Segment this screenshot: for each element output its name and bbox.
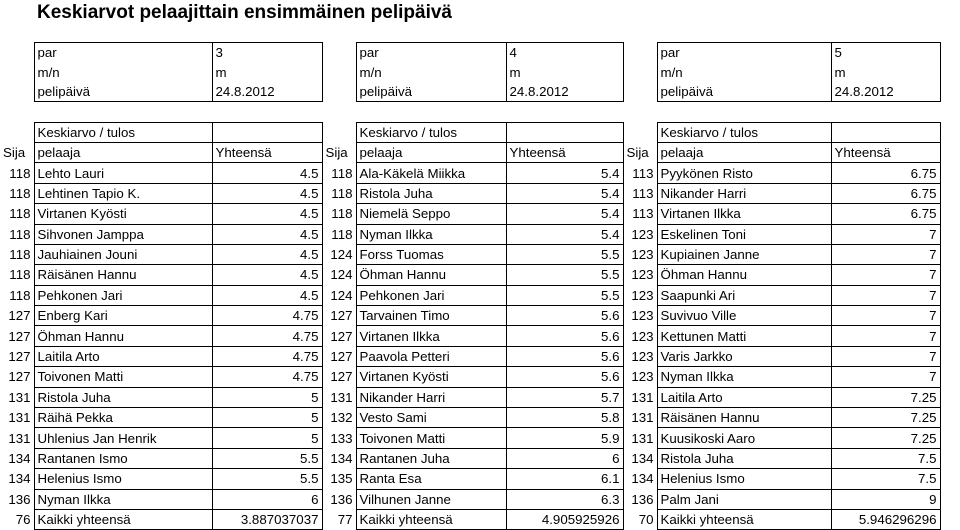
- info-label: pelipäivä: [34, 82, 212, 102]
- header-sija: Sija: [626, 145, 649, 161]
- player-cell: Ala-Käkelä Miikka: [356, 163, 506, 183]
- score-cell: 6.3: [506, 489, 623, 509]
- player-cell: Ristola Juha: [34, 387, 212, 407]
- rank-cell: 127: [330, 349, 353, 365]
- player-cell: Kuusikoski Aaro: [657, 428, 831, 448]
- empty-cell: [506, 102, 623, 122]
- empty-cell: [212, 102, 322, 122]
- rank-cell: 127: [8, 369, 31, 385]
- section-spacer: [623, 122, 657, 142]
- player-cell: Uhlenius Jan Henrik: [34, 428, 212, 448]
- player-cell: Forss Tuomas: [356, 244, 506, 264]
- rank-cell: 118: [331, 206, 353, 222]
- info-spacer: [322, 43, 356, 63]
- player-cell: Öhman Hannu: [657, 265, 831, 285]
- score-cell: 7.5: [831, 469, 940, 489]
- rank-cell: 136: [8, 491, 31, 507]
- rank-cell: 127: [8, 328, 31, 344]
- player-cell: Jauhiainen Jouni: [34, 244, 212, 264]
- player-cell: Niemelä Seppo: [356, 204, 506, 224]
- score-cell: 5: [212, 387, 322, 407]
- info-value: 3: [212, 43, 322, 63]
- info-row: [0, 62, 940, 81]
- rank-cell: 127: [330, 328, 353, 344]
- header-row: [0, 142, 940, 162]
- player-cell: Nyman Ilkka: [657, 367, 831, 387]
- player-cell: Ranta Esa: [356, 469, 506, 489]
- rank-cell: 131: [8, 389, 31, 405]
- score-cell: 7: [831, 224, 940, 244]
- rank-cell: 131: [631, 430, 654, 446]
- score-cell: 5.7: [506, 387, 623, 407]
- header-sija: Sija: [325, 145, 348, 161]
- rank-cell: 133: [330, 430, 353, 446]
- score-cell: 6: [506, 448, 623, 468]
- table-row: [0, 306, 940, 326]
- rank-cell: 124: [330, 267, 353, 283]
- section-blank: [212, 122, 322, 142]
- info-row: [0, 82, 940, 102]
- table-row: [0, 326, 940, 346]
- table-row: [0, 346, 940, 366]
- score-cell: 5.6: [506, 326, 623, 346]
- score-cell: 5.5: [506, 265, 623, 285]
- rank-cell: 136: [330, 491, 353, 507]
- player-cell: Ristola Juha: [356, 183, 506, 203]
- rank-cell: 134: [631, 451, 654, 466]
- table-row: [0, 204, 940, 224]
- score-cell: 5.5: [212, 469, 322, 489]
- rank-cell: 123: [631, 308, 654, 324]
- score-cell: 6.1: [506, 469, 623, 489]
- player-cell: Varis Jarkko: [657, 346, 831, 366]
- score-cell: 4.75: [212, 367, 322, 387]
- info-label: par: [356, 43, 506, 63]
- score-cell: 4.5: [212, 244, 322, 264]
- player-cell: Rantanen Ismo: [34, 448, 212, 468]
- info-label: par: [34, 43, 212, 63]
- rank-cell: 118: [9, 226, 31, 242]
- info-label: pelipäivä: [657, 82, 831, 102]
- info-value: 5: [831, 43, 940, 63]
- info-label: pelipäivä: [356, 82, 506, 102]
- score-cell: 6.75: [831, 183, 940, 203]
- rank-cell: 134: [330, 451, 353, 466]
- rank-cell: 118: [9, 267, 31, 283]
- score-cell: 5.6: [506, 367, 623, 387]
- player-cell: Suvivuo Ville: [657, 306, 831, 326]
- total-label: Kaikki yhteensä: [34, 509, 212, 529]
- rank-cell: 123: [631, 287, 654, 303]
- rank-cell: 113: [632, 185, 654, 201]
- player-cell: Nikander Harri: [657, 183, 831, 203]
- section-row: [0, 122, 940, 142]
- total-average: 3.887037037: [212, 509, 322, 529]
- rank-cell: 123: [631, 226, 654, 242]
- score-cell: 7: [831, 326, 940, 346]
- rank-cell: 118: [9, 287, 31, 303]
- rank-cell: 131: [8, 410, 31, 426]
- player-cell: Öhman Hannu: [356, 265, 506, 285]
- score-cell: 5.4: [506, 224, 623, 244]
- header-pelaaja: pelaaja: [657, 142, 831, 162]
- rank-cell: 118: [331, 185, 353, 201]
- info-spacer: [623, 82, 657, 102]
- info-spacer: [623, 62, 657, 81]
- table-row: [0, 428, 940, 448]
- score-cell: 7.25: [831, 408, 940, 428]
- rank-cell: 123: [631, 267, 654, 283]
- info-value: 24.8.2012: [212, 82, 322, 102]
- rank-cell: 118: [9, 185, 31, 201]
- total-label: Kaikki yhteensä: [356, 509, 506, 529]
- score-cell: 7: [831, 244, 940, 264]
- score-cell: 7: [831, 285, 940, 305]
- player-cell: Enberg Kari: [34, 306, 212, 326]
- section-label: Keskiarvo / tulos: [34, 122, 212, 142]
- score-cell: 4.75: [212, 306, 322, 326]
- score-cell: 6: [212, 489, 322, 509]
- empty-cell: [322, 102, 356, 122]
- table-row: [0, 469, 940, 489]
- rank-cell: 123: [631, 369, 654, 385]
- info-value: 24.8.2012: [831, 82, 940, 102]
- info-value: m: [831, 62, 940, 81]
- gap-row: [0, 102, 940, 122]
- rank-cell: 118: [331, 226, 353, 242]
- player-cell: Pyykönen Risto: [657, 163, 831, 183]
- rank-cell: 135: [330, 471, 353, 487]
- rank-cell: 113: [632, 165, 654, 181]
- rank-cell: 118: [9, 165, 31, 181]
- table-row: [0, 285, 940, 305]
- section-blank: [506, 122, 623, 142]
- section-spacer: [0, 122, 34, 142]
- rank-cell: 127: [330, 369, 353, 385]
- rank-cell: 127: [8, 308, 31, 324]
- table-row: [0, 265, 940, 285]
- info-spacer: [322, 82, 356, 102]
- table-row: [0, 224, 940, 244]
- total-average: 5.946296296: [831, 509, 940, 529]
- player-cell: Vilhunen Janne: [356, 489, 506, 509]
- score-cell: 7: [831, 346, 940, 366]
- header-yhteensa: Yhteensä: [212, 142, 322, 162]
- score-cell: 9: [831, 489, 940, 509]
- score-cell: 5.4: [506, 204, 623, 224]
- empty-cell: [831, 102, 940, 122]
- score-cell: 5.9: [506, 428, 623, 448]
- score-cell: 5.5: [506, 285, 623, 305]
- score-cell: 4.5: [212, 224, 322, 244]
- info-spacer: [0, 43, 34, 63]
- score-cell: 7: [831, 367, 940, 387]
- player-cell: Virtanen Ilkka: [356, 326, 506, 346]
- header-pelaaja: pelaaja: [34, 142, 212, 162]
- player-cell: Laitila Arto: [657, 387, 831, 407]
- header-sija: Sija: [3, 145, 26, 161]
- rank-cell: 127: [8, 349, 31, 365]
- rank-cell: 124: [330, 247, 353, 263]
- player-cell: Toivonen Matti: [34, 367, 212, 387]
- rank-cell: 123: [631, 349, 654, 365]
- score-cell: 4.5: [212, 204, 322, 224]
- player-cell: Lehtinen Tapio K.: [34, 183, 212, 203]
- info-spacer: [623, 43, 657, 63]
- table-row: [0, 408, 940, 428]
- rank-cell: 134: [631, 471, 654, 487]
- rank-cell: 131: [631, 389, 654, 405]
- rank-cell: 123: [631, 328, 654, 344]
- rank-cell: 134: [8, 471, 31, 487]
- info-spacer: [0, 82, 34, 102]
- info-label: par: [657, 43, 831, 63]
- section-label: Keskiarvo / tulos: [657, 122, 831, 142]
- score-cell: 5: [212, 428, 322, 448]
- info-value: m: [212, 62, 322, 81]
- player-cell: Pehkonen Jari: [356, 285, 506, 305]
- rank-cell: 131: [330, 389, 353, 405]
- player-cell: Rantanen Juha: [356, 448, 506, 468]
- score-cell: 5.6: [506, 346, 623, 366]
- score-cell: 5.4: [506, 183, 623, 203]
- player-cell: Ristola Juha: [657, 448, 831, 468]
- rank-cell: 118: [9, 206, 31, 222]
- table-row: [0, 489, 940, 509]
- player-cell: Tarvainen Timo: [356, 306, 506, 326]
- results-sheet: [0, 42, 941, 530]
- score-cell: 6.75: [831, 163, 940, 183]
- score-cell: 4.75: [212, 326, 322, 346]
- rank-cell: 131: [8, 430, 31, 446]
- info-value: 24.8.2012: [506, 82, 623, 102]
- score-cell: 5.6: [506, 306, 623, 326]
- rank-cell: 118: [331, 165, 353, 181]
- section-spacer: [322, 122, 356, 142]
- info-label: m/n: [657, 62, 831, 81]
- score-cell: 4.75: [212, 346, 322, 366]
- info-value: 4: [506, 43, 623, 63]
- player-cell: Nyman Ilkka: [34, 489, 212, 509]
- table-row: [0, 183, 940, 203]
- empty-cell: [657, 102, 831, 122]
- player-cell: Nikander Harri: [356, 387, 506, 407]
- header-yhteensa: Yhteensä: [506, 142, 623, 162]
- player-cell: Virtanen Kyösti: [34, 204, 212, 224]
- score-cell: 5: [212, 408, 322, 428]
- total-count: 77: [337, 512, 353, 528]
- score-cell: 7: [831, 265, 940, 285]
- info-label: m/n: [34, 62, 212, 81]
- player-cell: Kettunen Matti: [657, 326, 831, 346]
- player-cell: Pehkonen Jari: [34, 285, 212, 305]
- player-cell: Paavola Petteri: [356, 346, 506, 366]
- total-label: Kaikki yhteensä: [657, 509, 831, 529]
- empty-cell: [623, 102, 657, 122]
- player-cell: Palm Jani: [657, 489, 831, 509]
- score-cell: 5.5: [212, 448, 322, 468]
- player-cell: Toivonen Matti: [356, 428, 506, 448]
- player-cell: Kupiainen Janne: [657, 244, 831, 264]
- score-cell: 4.5: [212, 285, 322, 305]
- rank-cell: 134: [8, 451, 31, 466]
- rank-cell: 131: [631, 410, 654, 426]
- player-cell: Lehto Lauri: [34, 163, 212, 183]
- rank-cell: 124: [330, 287, 353, 303]
- player-cell: Räihä Pekka: [34, 408, 212, 428]
- table-row: [0, 163, 940, 183]
- score-cell: 7: [831, 306, 940, 326]
- player-cell: Laitila Arto: [34, 346, 212, 366]
- score-cell: 4.5: [212, 163, 322, 183]
- player-cell: Sihvonen Jamppa: [34, 224, 212, 244]
- table-row: [0, 448, 940, 468]
- player-cell: Eskelinen Toni: [657, 224, 831, 244]
- player-cell: Vesto Sami: [356, 408, 506, 428]
- player-cell: Öhman Hannu: [34, 326, 212, 346]
- empty-cell: [34, 102, 212, 122]
- score-cell: 4.5: [212, 265, 322, 285]
- score-cell: 6.75: [831, 204, 940, 224]
- player-cell: Virtanen Ilkka: [657, 204, 831, 224]
- table-row: [0, 244, 940, 264]
- player-cell: Räisänen Hannu: [657, 408, 831, 428]
- page-title: Keskiarvot pelaajittain ensimmäinen pelipäivä: [37, 2, 452, 23]
- info-spacer: [0, 62, 34, 81]
- score-cell: 5.5: [506, 244, 623, 264]
- total-count: 76: [15, 512, 31, 528]
- player-cell: Räisänen Hannu: [34, 265, 212, 285]
- score-cell: 7.25: [831, 428, 940, 448]
- total-count: 70: [638, 512, 654, 528]
- rank-cell: 118: [9, 247, 31, 263]
- header-pelaaja: pelaaja: [356, 142, 506, 162]
- player-cell: Helenius Ismo: [657, 469, 831, 489]
- rank-cell: 136: [631, 491, 654, 507]
- header-yhteensa: Yhteensä: [831, 142, 940, 162]
- rank-cell: 127: [330, 308, 353, 324]
- score-cell: 4.5: [212, 183, 322, 203]
- player-cell: Nyman Ilkka: [356, 224, 506, 244]
- info-label: m/n: [356, 62, 506, 81]
- table-row: [0, 367, 940, 387]
- player-cell: Saapunki Ari: [657, 285, 831, 305]
- player-cell: Virtanen Kyösti: [356, 367, 506, 387]
- score-cell: 5.8: [506, 408, 623, 428]
- score-cell: 5.4: [506, 163, 623, 183]
- info-value: m: [506, 62, 623, 81]
- score-cell: 7.25: [831, 387, 940, 407]
- rank-cell: 123: [631, 247, 654, 263]
- info-row: [0, 43, 940, 63]
- score-cell: 7.5: [831, 448, 940, 468]
- empty-cell: [0, 102, 34, 122]
- player-cell: Helenius Ismo: [34, 469, 212, 489]
- rank-cell: 132: [330, 410, 353, 426]
- table-row: [0, 387, 940, 407]
- section-label: Keskiarvo / tulos: [356, 122, 506, 142]
- empty-cell: [356, 102, 506, 122]
- total-average: 4.905925926: [506, 509, 623, 529]
- section-blank: [831, 122, 940, 142]
- info-spacer: [322, 62, 356, 81]
- rank-cell: 113: [632, 206, 654, 222]
